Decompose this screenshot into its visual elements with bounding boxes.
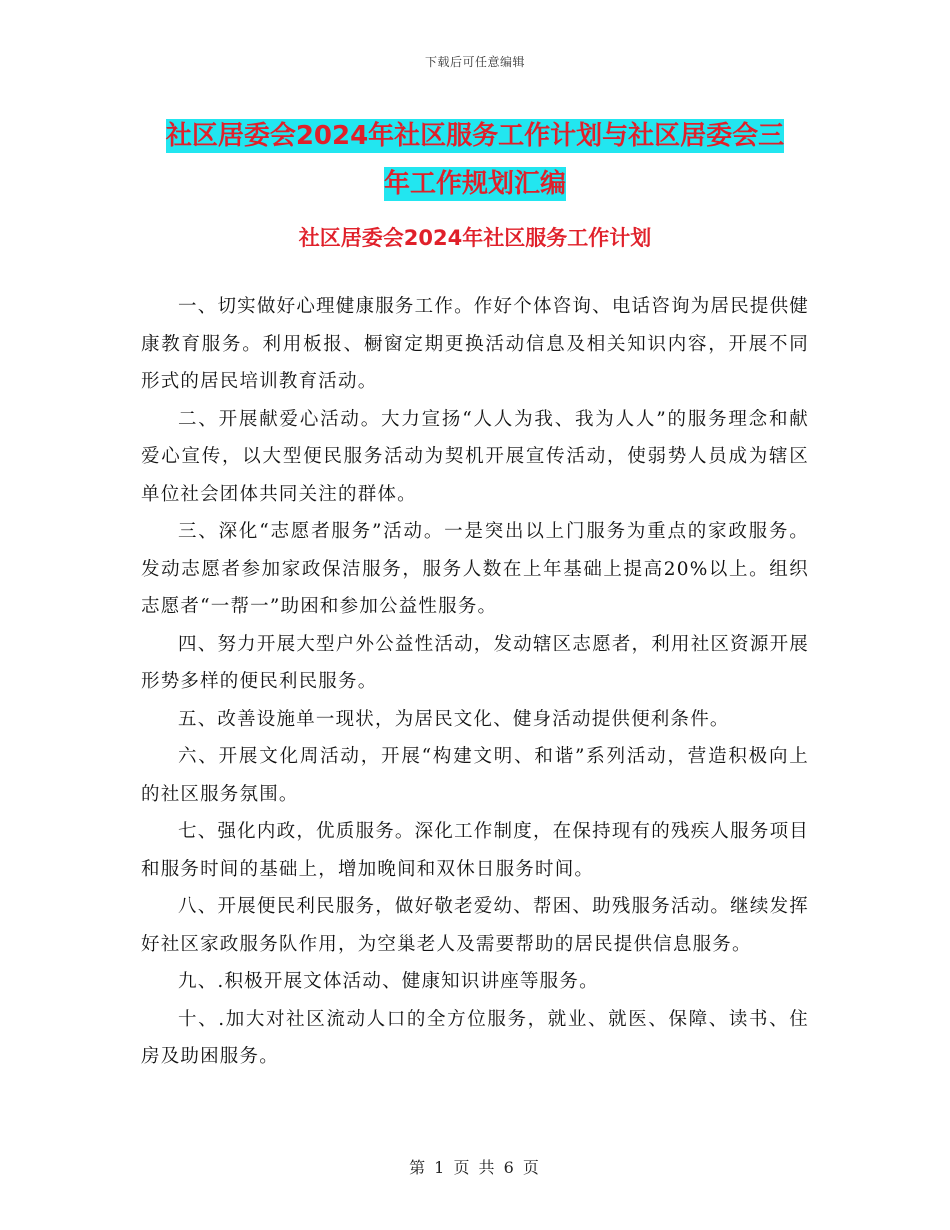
paragraph-2: 二、开展献爱心活动。大力宣扬“人人为我、我为人人”的服务理念和献爱心宣传，以大型便民服务活动为契机开展宣传活动，使弱势人员成为辖区单位社会团体共同关注的群体。 (141, 408, 809, 505)
paragraph-7: 七、强化内政，优质服务。深化工作制度，在保持现有的残疾人服务项目和服务时间的基础上，增加晚间和双休日服务时间。 (141, 821, 809, 880)
paragraph-3: 三、深化“志愿者服务”活动。一是突出以上门服务为重点的家政服务。发动志愿者参加家政保洁服务，服务人数在上年基础上提高20%以上。组织志愿者“一帮一”助困和参加公益性服务。 (141, 521, 809, 617)
paragraph-5: 五、改善设施单一现状，为居民文化、健身活动提供便利条件。 (178, 708, 730, 730)
document-title-line-2: 年工作规划汇编 (383, 169, 566, 199)
paragraph-6: 六、开展文化周活动，开展“构建文明、和谐”系列活动，营造积极向上的社区服务氛围。 (141, 746, 809, 805)
paragraph-10: 十、.加大对社区流动人口的全方位服务，就业、就医、保障、读书、住房及助困服务。 (141, 1008, 809, 1067)
paragraph-1: 一、切实做好心理健康服务工作。作好个体咨询、电话咨询为居民提供健康教育服务。利用板报、橱窗定期更换活动信息及相关知识内容，开展不同形式的居民培训教育活动。 (141, 296, 809, 392)
document-title (140, 112, 810, 208)
document-title-line-1: 社区居委会2024年社区服务工作计划与社区居委会三 (165, 121, 785, 151)
document-body (141, 288, 809, 1076)
paragraph-8: 八、开展便民利民服务，做好敬老爱幼、帮困、助残服务活动。继续发挥好社区家政服务队作用，为空巢老人及需要帮助的居民提供信息服务。 (141, 896, 809, 955)
header-note: 下载后可任意编辑 (424, 55, 525, 69)
paragraph-4: 四、努力开展大型户外公益性活动，发动辖区志愿者，利用社区资源开展形势多样的便民利民服务。 (141, 633, 809, 692)
section-title: 社区居委会2024年社区服务工作计划 (298, 226, 652, 250)
paragraph-9: 九、.积极开展文体活动、健康知识讲座等服务。 (178, 971, 599, 992)
page-footer: 第 1 页 共 6 页 (409, 1158, 541, 1177)
